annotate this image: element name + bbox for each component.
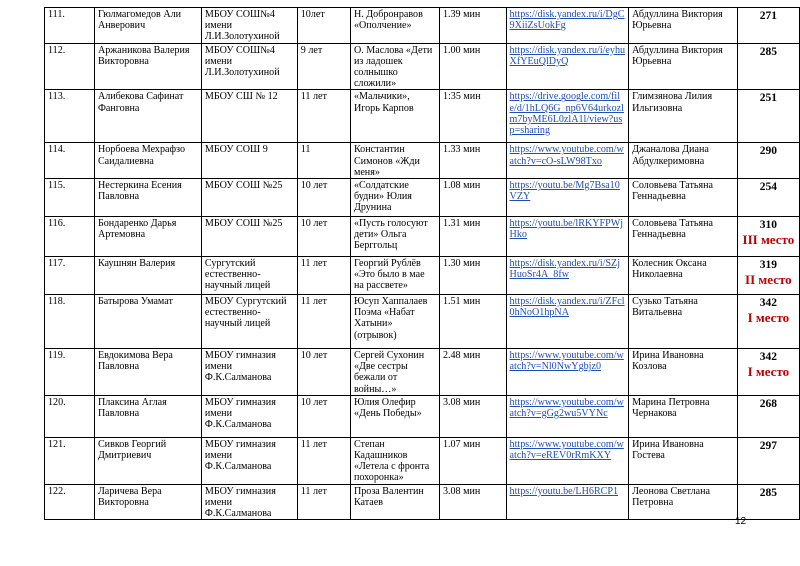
school-name: МБОУ СШ № 12 [201, 90, 297, 143]
teacher-name: Колесник Оксана Николаевна [629, 257, 738, 295]
work-title: Степан Кадашников «Летела с фронта похоронка» [350, 437, 439, 484]
table-row [45, 295, 800, 349]
participant-name: Плаксина Аглая Павловна [94, 395, 201, 437]
row-number: 115. [45, 179, 95, 217]
place-award: I место [747, 364, 790, 380]
teacher-name: Ирина Ивановна Козлова [629, 349, 738, 396]
school-name: МБОУ СОШ №25 [201, 217, 297, 257]
duration: 1.00 мин [439, 43, 506, 90]
duration: 1.31 мин [439, 217, 506, 257]
school-name: МБОУ гимназия имени Ф.К.Салманова [201, 437, 297, 484]
table-body [45, 8, 800, 520]
participant-name: Алибекова Сафинат Фанговна [94, 90, 201, 143]
participant-age: 11 лет [297, 484, 350, 520]
school-name: МБОУ СОШ№4 имени Л.И.Золотухиной [201, 43, 297, 90]
teacher-name: Сузько Татьяна Витальевна [629, 295, 738, 349]
score-cell [737, 143, 799, 179]
table-row [45, 257, 800, 295]
video-link[interactable]: https://youtu.be/Mg7Bsa10VZY [506, 179, 629, 217]
participant-age: 10 лет [297, 217, 350, 257]
video-link[interactable]: https://disk.yandex.ru/i/DgC9XiiZsUokFg [506, 8, 629, 44]
row-number: 111. [45, 8, 95, 44]
duration: 3.08 мин [439, 484, 506, 520]
score: 285 [759, 486, 777, 499]
score-cell [737, 217, 799, 257]
score: 319 [759, 259, 777, 272]
score-cell [737, 8, 799, 44]
score-cell [737, 90, 799, 143]
table-row [45, 217, 800, 257]
teacher-name: Марина Петровна Чернакова [629, 395, 738, 437]
participant-name: Гюлмагомедов Али Анверович [94, 8, 201, 44]
work-title: Юсуп Хаппалаев Поэма «Набат Хатыни» (отрывок) [350, 295, 439, 349]
school-name: МБОУ гимназия имени Ф.К.Салманова [201, 349, 297, 396]
participant-name: Норбоева Мехрафзо Саидалиевна [94, 143, 201, 179]
video-link[interactable]: https://drive.google.com/file/d/1hLQ6G_np6V64urkozlm7byME6L0zlA1l/view?usp=sharing [506, 90, 629, 143]
place-award: II место [745, 272, 792, 288]
score-cell [737, 295, 799, 349]
teacher-name: Абдуллина Виктория Юрьевна [629, 8, 738, 44]
score: 251 [759, 92, 777, 105]
school-name: МБОУ гимназия имени Ф.К.Салманова [201, 395, 297, 437]
school-name: МБОУ СОШ№4 имени Л.И.Золотухиной [201, 8, 297, 44]
video-link[interactable]: https://youtu.be/lRKYFPWjHko [506, 217, 629, 257]
teacher-name: Джаналова Диана Абдулкеримовна [629, 143, 738, 179]
participant-age: 11 лет [297, 295, 350, 349]
participant-name: Ларичева Вера Викторовна [94, 484, 201, 520]
duration: 1:35 мин [439, 90, 506, 143]
work-title: Константин Симонов «Жди меня» [350, 143, 439, 179]
participant-age: 9 лет [297, 43, 350, 90]
teacher-name: Соловьева Татьяна Геннадьевна [629, 179, 738, 217]
video-link[interactable]: https://youtu.be/LH6RCP1 [506, 484, 629, 520]
video-link[interactable]: https://disk.yandex.ru/i/ZFcl0hNoO1hpNA [506, 295, 629, 349]
work-title: О. Маслова «Дети из ладошек солнышко сложили» [350, 43, 439, 90]
duration: 1.33 мин [439, 143, 506, 179]
score-cell [737, 437, 799, 484]
participant-name: Сивков Георгий Дмитриевич [94, 437, 201, 484]
participant-age: 10 лет [297, 395, 350, 437]
table-row [45, 395, 800, 437]
page-number: 12 [735, 516, 747, 527]
teacher-name: Абдуллина Виктория Юрьевна [629, 43, 738, 90]
video-link[interactable]: https://disk.yandex.ru/i/SZjHuoSr4A_8fw [506, 257, 629, 295]
school-name: МБОУ СОШ 9 [201, 143, 297, 179]
duration: 3.08 мин [439, 395, 506, 437]
participant-age: 10 лет [297, 179, 350, 217]
score-cell [737, 257, 799, 295]
row-number: 121. [45, 437, 95, 484]
duration: 1.51 мин [439, 295, 506, 349]
table-row [45, 437, 800, 484]
participants-table [44, 7, 800, 520]
work-title: «Пусть голосуют дети» Ольга Берггольц [350, 217, 439, 257]
participant-name: Каушнян Валерия [94, 257, 201, 295]
work-title: Георгий Рублёв «Это было в мае на рассвете» [350, 257, 439, 295]
work-title: «Солдатские будни» Юлия Друнина [350, 179, 439, 217]
table-row [45, 179, 800, 217]
video-link[interactable]: https://disk.yandex.ru/i/eyhuXfYEuQlDyQ [506, 43, 629, 90]
score: 297 [759, 439, 777, 452]
teacher-name: Ирина Ивановна Гостева [629, 437, 738, 484]
video-link[interactable]: https://www.youtube.com/watch?v=gGg2wu5VYNc [506, 395, 629, 437]
duration: 1.30 мин [439, 257, 506, 295]
teacher-name: Глимзянова Лилия Ильгизовна [629, 90, 738, 143]
duration: 2.48 мин [439, 349, 506, 396]
score: 290 [759, 145, 777, 158]
school-name: МБОУ Сургутский естественно-научный лицей [201, 295, 297, 349]
table-row [45, 8, 800, 44]
work-title: Юлия Олефир «День Победы» [350, 395, 439, 437]
work-title: Сергей Сухонин «Две сестры бежали от войны…» [350, 349, 439, 396]
row-number: 120. [45, 395, 95, 437]
duration: 1.39 мин [439, 8, 506, 44]
video-link[interactable]: https://www.youtube.com/watch?v=Nl0NwYgbjz0 [506, 349, 629, 396]
video-link[interactable]: https://www.youtube.com/watch?v=cO-sLW98Txo [506, 143, 629, 179]
row-number: 122. [45, 484, 95, 520]
work-title: Н. Добронравов «Ополчение» [350, 8, 439, 44]
score: 342 [759, 297, 777, 310]
participant-name: Нестеркина Есения Павловна [94, 179, 201, 217]
school-name: МБОУ СОШ №25 [201, 179, 297, 217]
participant-name: Батырова Умамат [94, 295, 201, 349]
work-title: Проза Валентин Катаев [350, 484, 439, 520]
place-award: III место [742, 232, 795, 248]
row-number: 113. [45, 90, 95, 143]
duration: 1.08 мин [439, 179, 506, 217]
table-row [45, 349, 800, 396]
score-cell [737, 43, 799, 90]
participant-name: Бондаренко Дарья Артемовна [94, 217, 201, 257]
row-number: 114. [45, 143, 95, 179]
row-number: 112. [45, 43, 95, 90]
table-row [45, 43, 800, 90]
work-title: «Мальчики», Игорь Карпов [350, 90, 439, 143]
table-row [45, 143, 800, 179]
participant-name: Евдокимова Вера Павловна [94, 349, 201, 396]
row-number: 116. [45, 217, 95, 257]
score: 271 [759, 10, 777, 22]
participant-age: 10лет [297, 8, 350, 44]
score: 285 [759, 45, 777, 58]
score-cell [737, 395, 799, 437]
score-cell [737, 349, 799, 396]
score-cell [737, 484, 799, 520]
row-number: 117. [45, 257, 95, 295]
row-number: 118. [45, 295, 95, 349]
score: 254 [759, 181, 777, 194]
place-award: I место [747, 310, 790, 326]
score: 310 [759, 219, 777, 232]
teacher-name: Соловьева Татьяна Геннадьевна [629, 217, 738, 257]
participant-age: 11 лет [297, 90, 350, 143]
video-link[interactable]: https://www.youtube.com/watch?v=eREV0rRmKXY [506, 437, 629, 484]
score: 342 [759, 351, 777, 364]
score: 268 [759, 397, 777, 410]
table-row [45, 484, 800, 520]
participant-age: 10 лет [297, 349, 350, 396]
school-name: Сургутский естественно-научный лицей [201, 257, 297, 295]
row-number: 119. [45, 349, 95, 396]
participant-age: 11 лет [297, 437, 350, 484]
participant-name: Аржаникова Валерия Викторовна [94, 43, 201, 90]
table-row [45, 90, 800, 143]
school-name: МБОУ гимназия имени Ф.К.Салманова [201, 484, 297, 520]
participant-age: 11 лет [297, 257, 350, 295]
score-cell [737, 179, 799, 217]
teacher-name: Леонова Светлана Петровна [629, 484, 738, 520]
duration: 1.07 мин [439, 437, 506, 484]
participant-age: 11 [297, 143, 350, 179]
